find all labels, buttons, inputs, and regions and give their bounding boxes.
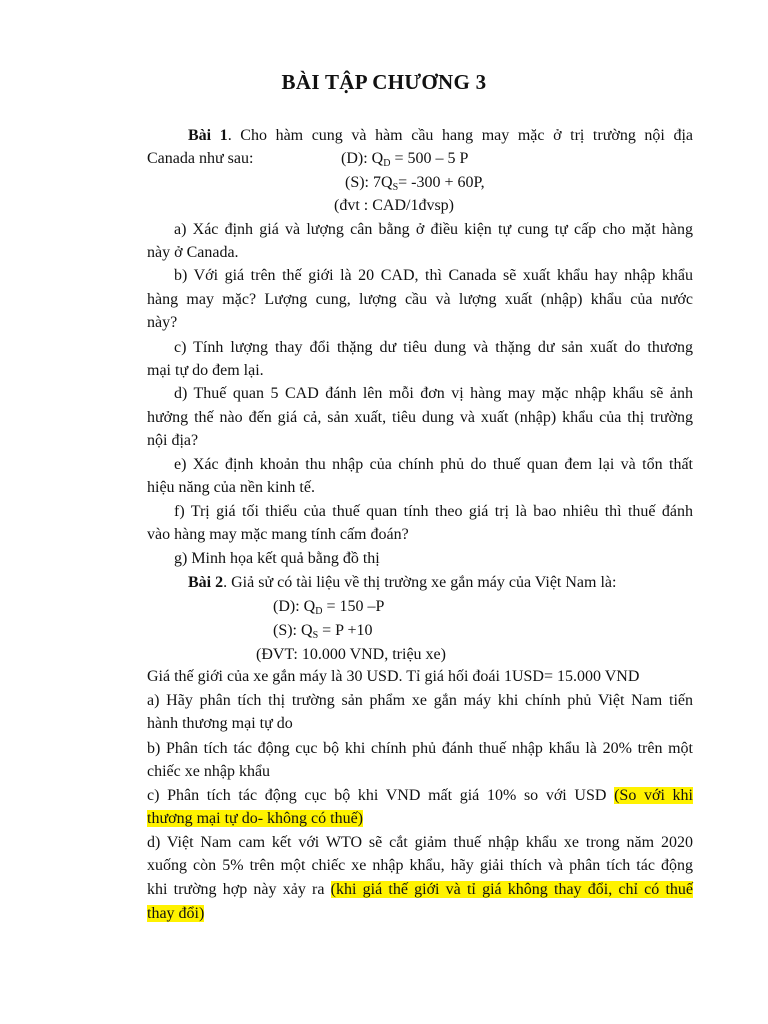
bai2-label: Bài 2 bbox=[188, 574, 224, 591]
bai1-question-c-line1: c) Tính lượng thay đổi thặng dư tiêu dung và thặng dư sản xuất do thương bbox=[174, 339, 693, 356]
bai1-question-d-line2: hưởng thế nào đến giá cả, sản xuất, tiêu dung và xuất (nhập) khẩu của thị trường bbox=[147, 409, 693, 426]
bai2-question-c-line1: c) Phân tích tác động cục bộ khi VND mất giá 10% so với USD (So với khi bbox=[147, 787, 694, 804]
bai1-demand-equation: (D): $Q_D = 500 - 5$ P bbox=[341, 150, 469, 169]
bai2-intro: Bài 2. Giả sử có tài liệu về thị trường xe gắn máy của Việt Nam là: bbox=[188, 574, 617, 591]
bai2-question-a-line1: a) Hãy phân tích thị trường sản phẩm xe gắn máy khi chính phủ Việt Nam tiến bbox=[147, 692, 693, 709]
bai2-question-c-line2 bbox=[147, 808, 363, 830]
bai2-unit: (ĐVT: 10.000 VND, triệu xe) bbox=[256, 646, 446, 663]
bai2-question-a-line2: hành thương mại tự do bbox=[147, 715, 293, 732]
bai1-question-f-line2: vào hàng may mặc mang tính cấm đoán? bbox=[147, 526, 409, 543]
bai1-intro-line2: Canada như sau: bbox=[147, 150, 254, 167]
bai1-question-d-line3: nội địa? bbox=[147, 432, 199, 449]
bai1-question-a-line1: a) Xác định giá và lượng cân bằng ở điều kiện tự cung tự cấp cho mặt hàng bbox=[174, 221, 693, 238]
bai1-label: Bài 1 bbox=[188, 127, 228, 144]
bai1-question-a-line2: này ở Canada. bbox=[147, 244, 239, 261]
highlight-note: (So với khi bbox=[614, 787, 694, 804]
bai1-question-c-line2: mại tự do đem lại. bbox=[147, 362, 264, 379]
bai2-question-b-line2: chiếc xe nhập khẩu bbox=[147, 763, 271, 780]
bai1-unit: (đvt : CAD/1đvsp) bbox=[334, 197, 454, 214]
bai1-question-b-line3: này? bbox=[147, 314, 178, 331]
bai2-supply-equation: (S): $Q_S = P +10$ bbox=[273, 622, 373, 641]
bai1-question-e-line2: hiệu năng của nền kinh tế. bbox=[147, 479, 315, 496]
bai2-question-d-line1: d) Việt Nam cam kết với WTO sẽ cắt giảm thuế nhập khẩu xe trong năm 2020 bbox=[147, 834, 693, 851]
bai2-demand-equation: (D): $Q_D = 150$ –P bbox=[273, 598, 385, 617]
page-title: BÀI TẬP CHƯƠNG 3 bbox=[281, 70, 487, 94]
highlight-note: thương mại tự do- không có thuế) bbox=[147, 810, 363, 827]
bai1-question-f-line1: f) Trị giá tối thiểu của thuế quan tính theo giá trị là bao nhiêu thì thuế đánh bbox=[174, 503, 693, 520]
bai2-world-price: Giá thế giới của xe gắn máy là 30 USD. Tỉ giá hối đoái 1USD= 15.000 VND bbox=[147, 668, 640, 685]
highlight-note: thay đổi) bbox=[147, 905, 205, 922]
bai1-supply-equation: (S): $7Q_S= -300 + 60P$, bbox=[345, 174, 485, 193]
bai1-question-b-line2: hàng may mặc? Lượng cung, lượng cầu và lượng xuất (nhập) khẩu của nước bbox=[147, 291, 693, 308]
highlight-note: (khi giá thế giới và tỉ giá không thay đổi, chỉ có thuế bbox=[330, 881, 693, 898]
bai1-question-e-line1: e) Xác định khoản thu nhập của chính phủ do thuế quan đem lại và tổn thất bbox=[174, 456, 693, 473]
bai2-question-b-line1: b) Phân tích tác động cục bộ khi chính phủ đánh thuế nhập khẩu là 20% trên một bbox=[147, 740, 693, 757]
bai2-question-d-line4 bbox=[147, 903, 204, 925]
bai1-question-b-line1: b) Với giá trên thế giới là 20 CAD, thì Canada sẽ xuất khẩu hay nhập khẩu bbox=[174, 267, 693, 284]
bai2-question-d-line3: khi trường hợp này xảy ra (khi giá thế giới và tỉ giá không thay đổi, chỉ có thuế bbox=[147, 881, 693, 898]
bai1-question-d-line1: d) Thuế quan 5 CAD đánh lên mỗi đơn vị hàng may mặc nhập khẩu sẽ ảnh bbox=[174, 385, 693, 402]
bai1-intro-line1: Bài 1. Cho hàm cung và hàm cầu hang may mặc ở trị trường nội địa bbox=[188, 127, 694, 144]
bai2-question-d-line2: xuống còn 5% trên một chiếc xe nhập khẩu, hãy giải thích và phân tích tác động bbox=[147, 857, 693, 874]
bai1-question-g: g) Minh họa kết quả bằng đồ thị bbox=[174, 550, 380, 567]
